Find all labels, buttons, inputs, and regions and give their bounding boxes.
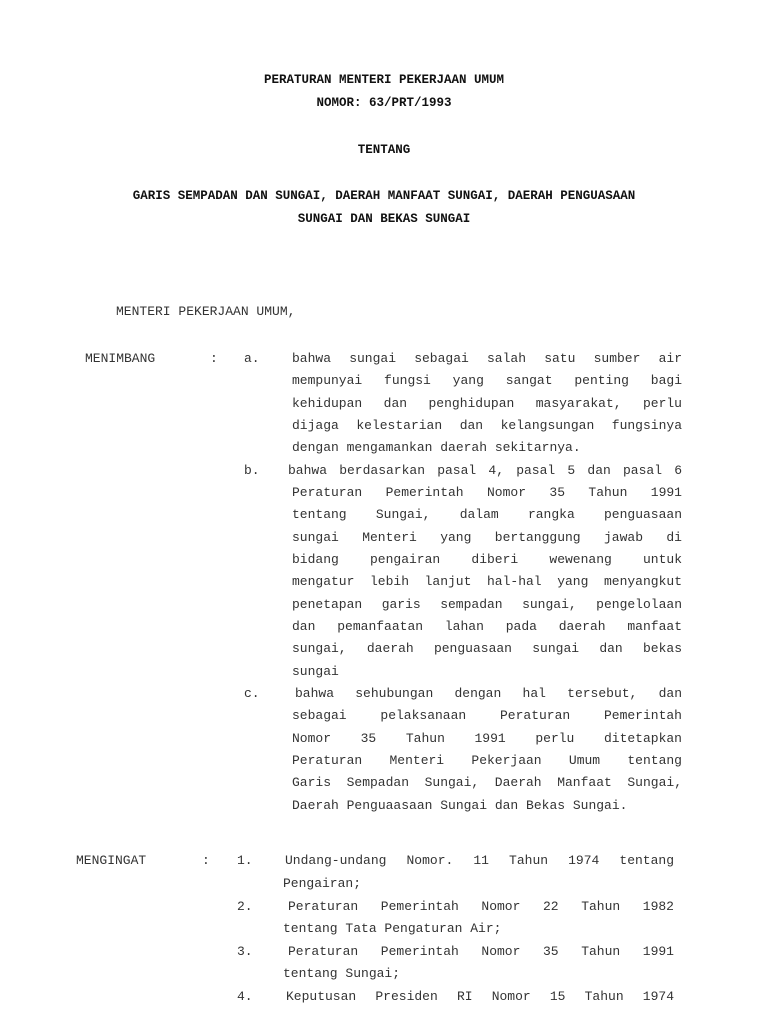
menimbang-a-line: dijaga kelestarian dan kelangsungan fungsinya [292,418,682,433]
authority-line: MENTERI PEKERJAAN UMUM, [116,304,296,319]
mengingat-3-line: tentang Sungai; [283,966,401,981]
regulation-number: NOMOR: 63/PRT/1993 [316,96,452,110]
menimbang-b-line: bidang pengairan diberi wewenang untuk [292,552,682,567]
menimbang-a-line: dengan mengamankan daerah sekitarnya. [292,440,581,455]
menimbang-a-line: mempunyai fungsi yang sangat penting bagi [292,373,682,388]
mengingat-2-line: Peraturan Pemerintah Nomor 22 Tahun 1982 [288,899,674,914]
mengingat-2-line: tentang Tata Pengaturan Air; [283,921,502,936]
subject-line-1: GARIS SEMPADAN DAN SUNGAI, DAERAH MANFAAT SUNGAI, DAERAH PENGUASAAN [132,189,636,203]
regulation-title: PERATURAN MENTERI PEKERJAAN UMUM [263,73,505,87]
mengingat-3-line: Peraturan Pemerintah Nomor 35 Tahun 1991 [288,944,674,959]
menimbang-c-line: bahwa sehubungan dengan hal tersebut, dan [295,686,682,701]
mengingat-colon: : [202,853,210,868]
menimbang-a-line: bahwa sungai sebagai salah satu sumber air [292,351,682,366]
tentang-heading: TENTANG [357,143,411,157]
menimbang-b-line: sungai Menteri yang bertanggung jawab di [292,530,682,545]
menimbang-a-line: kehidupan dan penghidupan masyarakat, perlu [292,396,682,411]
menimbang-c-line: Garis Sempadan Sungai, Daerah Manfaat Sungai, [292,775,682,790]
mengingat-4-line: Keputusan Presiden RI Nomor 15 Tahun 1974 [286,989,674,1004]
menimbang-c-line: Peraturan Menteri Pekerjaan Umum tentang [292,753,682,768]
menimbang-label: MENIMBANG [85,351,156,366]
menimbang-b-line: bahwa berdasarkan pasal 4, pasal 5 dan pasal 6 [288,463,682,478]
menimbang-marker-a: a. [244,351,260,366]
mengingat-1-line: Undang-undang Nomor. 11 Tahun 1974 tentang [285,853,674,868]
menimbang-b-line: sungai [292,664,339,679]
menimbang-b-line: dan pemanfaatan lahan pada daerah manfaat [292,619,682,634]
mengingat-marker-2: 2. [237,899,253,914]
mengingat-1-line: Pengairan; [283,876,362,891]
menimbang-b-line: tentang Sungai, dalam rangka penguasaan [292,507,682,522]
menimbang-marker-c: c. [244,686,260,701]
menimbang-c-line: sebagai pelaksanaan Peraturan Pemerintah [292,708,682,723]
menimbang-b-line: penetapan garis sempadan sungai, pengelolaan [292,597,682,612]
menimbang-b-line: mengatur lebih lanjut hal-hal yang menyangkut [292,574,682,589]
mengingat-marker-4: 4. [237,989,253,1004]
menimbang-c-line: Daerah Penguaasaan Sungai dan Bekas Sungai. [292,798,628,813]
menimbang-colon: : [210,351,218,366]
menimbang-b-line: sungai, daerah penguasaan sungai dan bekas [292,641,682,656]
menimbang-b-line: Peraturan Pemerintah Nomor 35 Tahun 1991 [292,485,682,500]
mengingat-marker-3: 3. [237,944,253,959]
mengingat-marker-1: 1. [237,853,253,868]
menimbang-marker-b: b. [244,463,260,478]
menimbang-c-line: Nomor 35 Tahun 1991 perlu ditetapkan [292,731,682,746]
subject-line-2: SUNGAI DAN BEKAS SUNGAI [297,212,471,226]
mengingat-label: MENGINGAT [76,853,147,868]
